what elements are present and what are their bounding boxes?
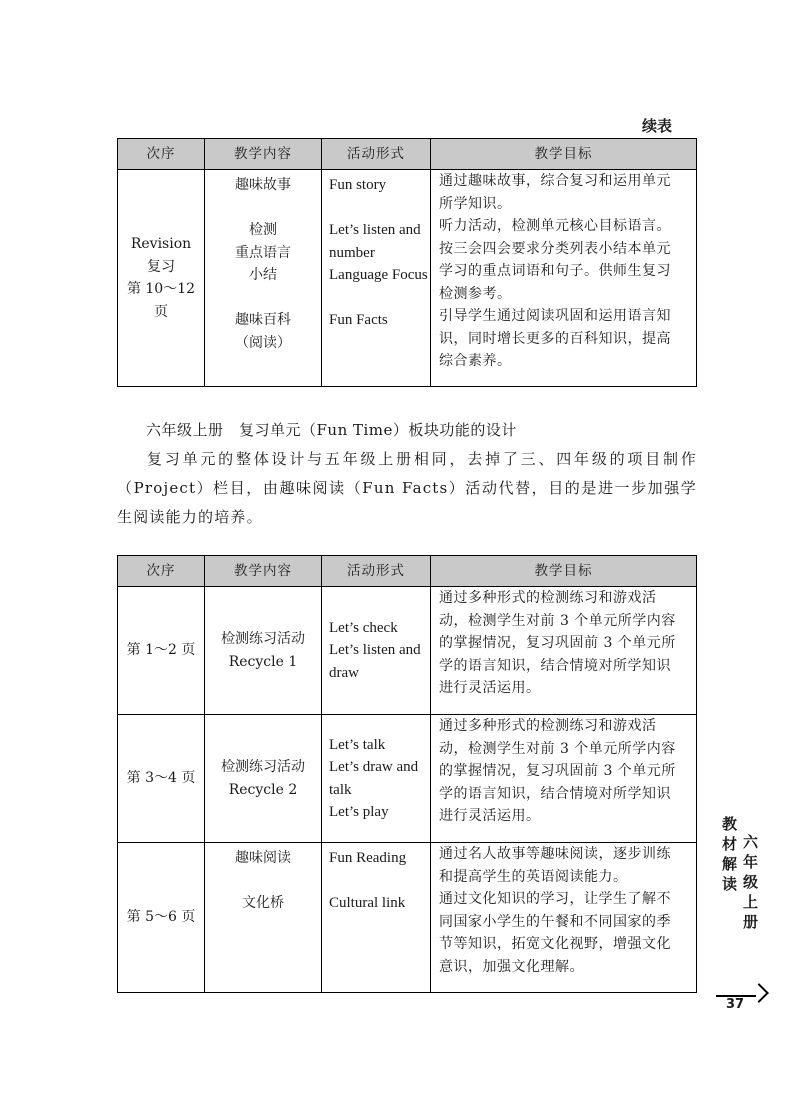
cell-line: 综合素养。 — [439, 353, 512, 369]
cell-line: draw — [329, 664, 359, 681]
cell-line: number — [329, 244, 375, 261]
cell-line: 通过趣味故事，综合复习和运用单元 — [439, 173, 671, 189]
cell-line: 同国家小学生的午餐和不同国家的季 — [439, 913, 671, 930]
table-row — [118, 843, 697, 993]
cell-line: 进行灵活运用。 — [439, 680, 541, 696]
cell-line: （阅读） — [235, 334, 291, 351]
side-tab-char: 六 — [742, 833, 758, 851]
cell-line: 趣味故事 — [235, 177, 291, 193]
sequence-cell: 第 5～6 页 — [118, 843, 205, 993]
side-tab-char: 读 — [722, 875, 738, 893]
header-content: 教学内容 — [205, 556, 322, 587]
cell-line: 通过多种形式的检测练习和游戏活 — [439, 590, 657, 606]
cell-line: 学习的重点词语和句子。供师生复习 — [439, 263, 671, 279]
side-tab-char: 上 — [742, 893, 758, 911]
sequence-cell: 第 1～2 页 — [118, 587, 205, 715]
cell-line: Let’s play — [329, 804, 389, 820]
chevron-right-icon — [749, 983, 769, 1003]
cell-line: talk — [329, 781, 352, 798]
side-tab-char: 年 — [742, 853, 758, 871]
cell-line: Recycle 1 — [228, 653, 298, 670]
cell-line: 听力活动，检测单元核心目标语言。 — [439, 218, 671, 234]
cell-line: 引导学生通过阅读巩固和运用语言知 — [439, 308, 671, 324]
table-row — [118, 715, 697, 843]
form-cell — [322, 587, 431, 715]
header-goal: 教学目标 — [431, 556, 697, 587]
cell-line: 检测练习活动 — [221, 631, 305, 647]
header-goal: 教学目标 — [431, 139, 697, 170]
cell-line: 检测练习活动 — [221, 759, 305, 775]
continued-label: 续表 — [642, 117, 673, 135]
cell-line: Language Focus — [329, 267, 428, 283]
cell-line: 检测 — [249, 222, 277, 238]
form-cell — [322, 715, 431, 843]
cell-line: 通过名人故事等趣味阅读，逐步训练 — [439, 846, 671, 862]
side-tab-book-title — [722, 814, 737, 932]
cell-line: Cultural link — [329, 895, 406, 911]
side-tab-grade — [743, 832, 758, 932]
side-tab-char: 材 — [722, 835, 738, 853]
side-tab-char: 级 — [742, 873, 758, 891]
cell-line: Fun story — [329, 177, 387, 193]
side-tab-char: 解 — [722, 855, 738, 873]
cell-line: 第 10～12 页 — [126, 281, 196, 320]
cell-line: Let’s draw and — [329, 759, 419, 775]
cell-line: 按三会四会要求分类列表小结本单元 — [439, 240, 671, 257]
table-header-row — [118, 139, 697, 170]
cell-line: 小结 — [249, 267, 277, 283]
content-cell — [205, 715, 322, 843]
cell-line: 进行灵活运用。 — [439, 808, 541, 824]
cell-line: 复习 — [147, 258, 175, 275]
content-cell — [205, 170, 322, 387]
side-tab — [722, 814, 758, 932]
table-row — [118, 587, 697, 715]
cell-line: 通过文化知识的学习，让学生了解不 — [439, 891, 671, 907]
table-header-row — [118, 556, 697, 587]
cell-line: 重点语言 — [235, 244, 291, 261]
header-sequence: 次序 — [118, 139, 205, 170]
cell-line: 通过多种形式的检测练习和游戏活 — [439, 718, 657, 734]
form-cell — [322, 170, 431, 387]
page-number: 37 — [726, 997, 745, 1012]
fun-time-table — [117, 555, 697, 993]
cell-line: Recycle 2 — [228, 781, 298, 798]
body-paragraph: 复习单元的整体设计与五年级上册相同，去掉了三、四年级的项目制作（Project）栏目，由趣味阅读（Fun Facts）活动代替，目的是进一步加强学生阅读能力的培养。 — [117, 450, 697, 526]
content-cell — [205, 843, 322, 993]
cell-line: 学的语言知识，结合情境对所学知识 — [439, 657, 671, 674]
cell-line: 动，检测学生对前 3 个单元所学内容 — [439, 740, 676, 757]
header-content: 教学内容 — [205, 139, 322, 170]
goal-cell — [431, 843, 697, 993]
cell-line: 节等知识，拓宽文化视野，增强文化 — [439, 936, 671, 952]
cell-line: 趣味阅读 — [235, 850, 291, 866]
side-tab-char: 册 — [742, 913, 758, 931]
cell-line: Fun Reading — [329, 850, 407, 866]
cell-line: 所学知识。 — [439, 195, 512, 212]
header-form: 活动形式 — [322, 139, 431, 170]
header-form: 活动形式 — [322, 556, 431, 587]
goal-cell — [431, 170, 697, 387]
revision-table — [117, 138, 697, 387]
side-tab-char: 教 — [722, 815, 738, 833]
cell-line: Let’s check — [329, 619, 398, 636]
cell-line: 学的语言知识，结合情境对所学知识 — [439, 785, 671, 802]
cell-line: Let’s talk — [329, 736, 386, 753]
header-sequence: 次序 — [118, 556, 205, 587]
cell-line: Revision — [130, 236, 192, 252]
cell-line: 的掌握情况，复习巩固前 3 个单元所 — [439, 635, 676, 651]
form-cell — [322, 843, 431, 993]
cell-line: 识，同时增长更多的百科知识，提高 — [439, 330, 671, 347]
cell-line: Let’s listen and — [329, 222, 421, 238]
content-cell — [205, 587, 322, 715]
sequence-cell — [118, 170, 205, 387]
cell-line: 趣味百科 — [235, 312, 291, 328]
goal-cell — [431, 715, 697, 843]
cell-line: 意识，加强文化理解。 — [439, 958, 584, 975]
cell-line: Fun Facts — [329, 312, 388, 328]
cell-line: 文化桥 — [242, 895, 284, 911]
section-title: 六年级上册 复习单元（Fun Time）板块功能的设计 — [146, 421, 517, 439]
cell-line: 检测参考。 — [439, 285, 512, 302]
table-row — [118, 170, 697, 387]
cell-line: 动，检测学生对前 3 个单元所学内容 — [439, 612, 676, 629]
cell-line: Let’s listen and — [329, 642, 421, 659]
sequence-cell: 第 3～4 页 — [118, 715, 205, 843]
goal-cell — [431, 587, 697, 715]
cell-line: 和提高学生的英语阅读能力。 — [439, 868, 628, 885]
cell-line: 的掌握情况，复习巩固前 3 个单元所 — [439, 763, 676, 779]
